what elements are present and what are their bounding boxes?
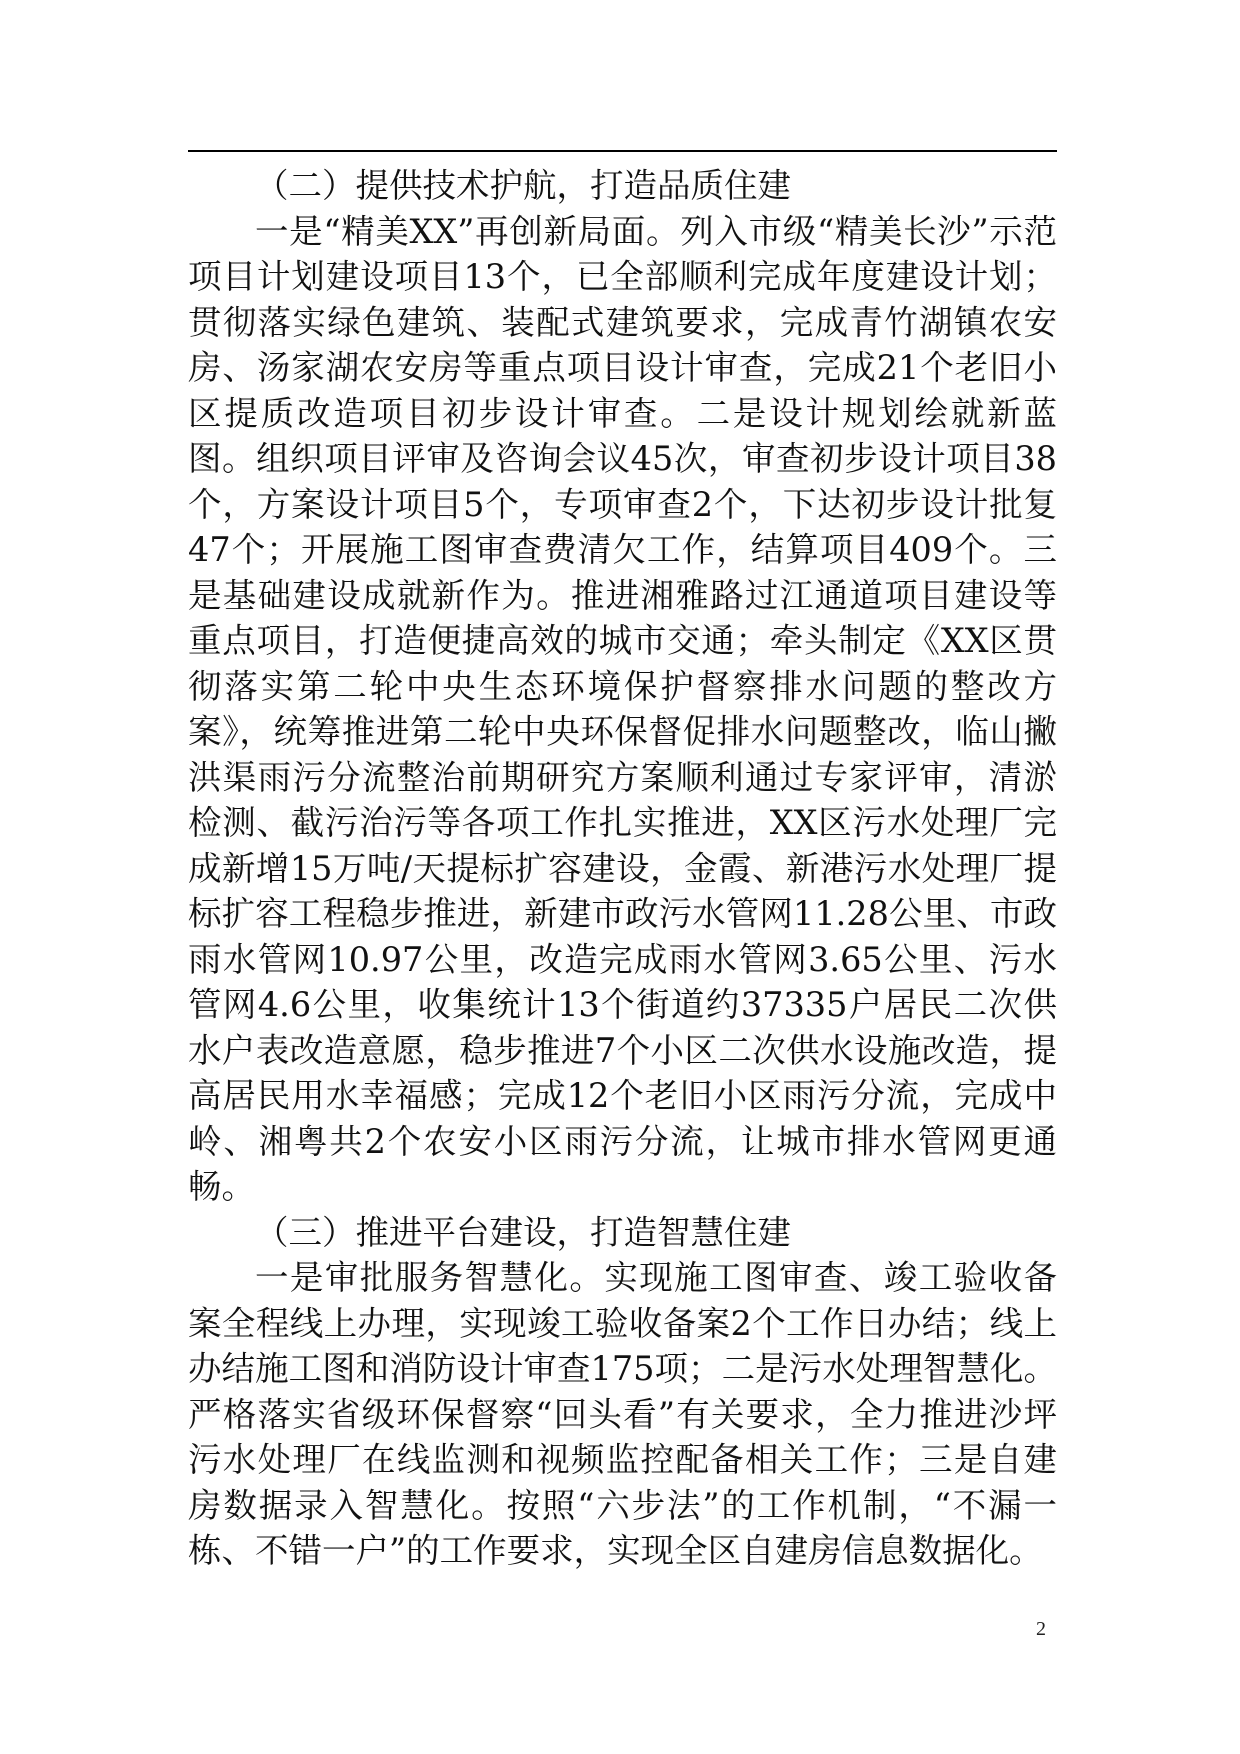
page-number: 2	[1036, 1618, 1046, 1640]
body-paragraph-smart: 一是审批服务智慧化。实现施工图审查、竣工验收备案全程线上办理，实现竣工验收备案2个工作日办结；线上办结施工图和消防设计审查175项；二是污水处理智慧化。严格落实省级环保督察“回头看”有关要求，全力推进沙坪污水处理厂在线监测和视频监控配备相关工作；三是自建房数据录入智慧化。按照“六步法”的工作机制，“不漏一栋、不错一户”的工作要求，实现全区自建房信息数据化。	[188, 1258, 1057, 1570]
section-heading-3: （三）推进平台建设，打造智慧住建	[255, 1212, 791, 1252]
document-body	[188, 163, 1057, 1574]
header-rule	[188, 150, 1057, 152]
body-paragraph-quality: 一是“精美XX”再创新局面。列入市级“精美长沙”示范项目计划建设项目13个，已全部顺利完成年度建设计划；贯彻落实绿色建筑、装配式建筑要求，完成青竹湖镇农安房、汤家湖农安房等重点项目设计审查，完成21个老旧小区提质改造项目初步设计审查。二是设计规划绘就新蓝图。组织项目评审及咨询会议45次，审查初步设计项目38个，方案设计项目5个，专项审查2个，下达初步设计批复47个；开展施工图审查费清欠工作，结算项目409个。三是基础建设成就新作为。推进湘雅路过江通道项目建设等重点项目，打造便捷高效的城市交通；牵头制定《XX区贯彻落实第二轮中央生态环境保护督察排水问题的整改方案》，统筹推进第二轮中央环保督促排水问题整改，临山撇洪渠雨污分流整治前期研究方案顺利通过专家评审，清淤检测、截污治污等各项工作扎实推进，XX区污水处理厂完成新增15万吨/天提标扩容建设，金霞、新港污水处理厂提标扩容工程稳步推进，新建市政污水管网11.28公里、市政雨水管网10.97公里，改造完成雨水管网3.65公里、污水管网4.6公里，收集统计13个街道约37335户居民二次供水户表改造意愿，稳步推进7个小区二次供水设施改造，提高居民用水幸福感；完成12个老旧小区雨污分流，完成中岭、湘粤共2个农安小区雨污分流，让城市排水管网更通畅。	[188, 211, 1057, 1206]
section-heading-2: （二）提供技术护航，打造品质住建	[255, 166, 791, 205]
